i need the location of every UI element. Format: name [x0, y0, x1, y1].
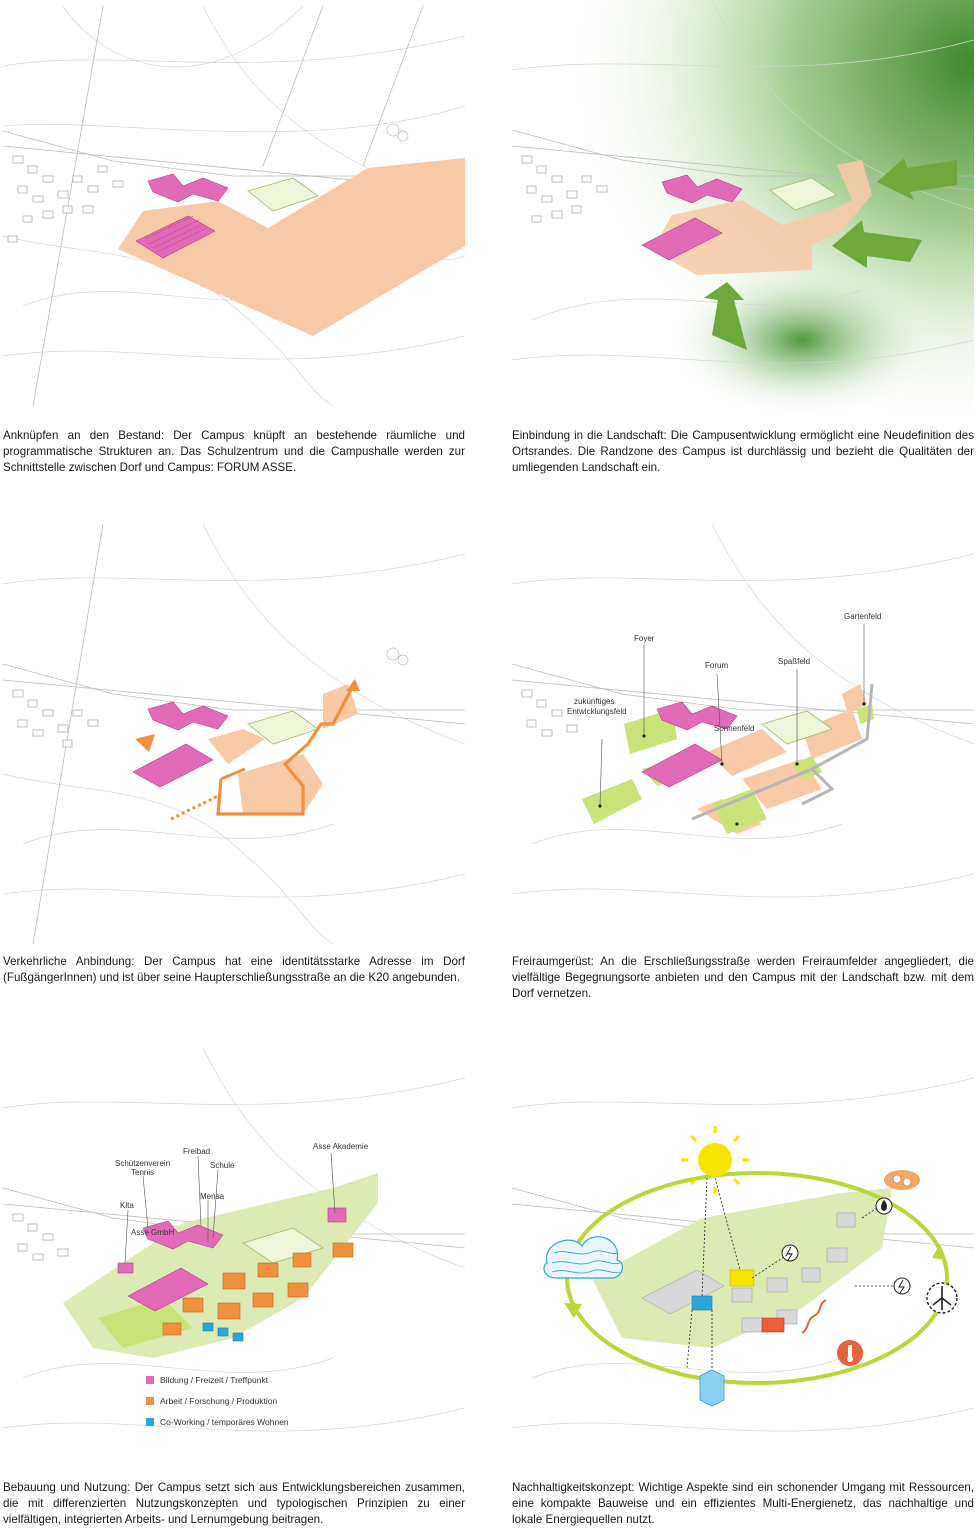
- legend-coworking: Co-Working / temporäres Wohnen: [160, 1417, 289, 1427]
- arrow-icon: [932, 1244, 946, 1260]
- map-bestand: [3, 6, 465, 406]
- heat-icon: [802, 1300, 863, 1366]
- label-schuetzenverein: Schützenverein: [115, 1159, 171, 1168]
- cloud-icon: [544, 1237, 622, 1278]
- label-freibad: Freibad: [183, 1147, 211, 1156]
- caption-freiraum: Freiraumgerüst: An die Erschließungsstraße werden Freiraumfelder angegliedert, die vielfältige Begegnungsorte anbieten und den Campus mit der Landschaft bzw. mit dem Dorf vernetzen.: [512, 955, 974, 1000]
- water-tower-icon: [700, 1370, 724, 1406]
- arrow-icon: [135, 734, 155, 752]
- label-mensa: Mensa: [200, 1192, 225, 1201]
- wind-turbine-icon: [927, 1283, 957, 1313]
- label-asse-akademie: Asse Akademie: [313, 1142, 369, 1151]
- biogas-icon: [884, 1170, 920, 1190]
- map-landschaft: [512, 0, 974, 418]
- label-sonnenfeld: Sonnenfeld: [714, 724, 755, 733]
- label-asse-gmbh: Asse GmbH: [131, 1228, 175, 1237]
- blue-building: [692, 1296, 712, 1310]
- label-gartenfeld: Gartenfeld: [844, 612, 882, 621]
- diagram-panel-landschaft: [512, 0, 974, 418]
- label-forum: Forum: [705, 661, 729, 670]
- map-anbindung: [3, 524, 465, 944]
- diagram-panel-nachhaltigkeit: [512, 1048, 974, 1468]
- diagram-panel-anbindung: [3, 524, 465, 944]
- red-building: [762, 1318, 784, 1332]
- sun-icon: [681, 1126, 749, 1194]
- diagram-panel-bestand: [3, 6, 465, 406]
- legend: [146, 1375, 289, 1427]
- caption-nachhaltigkeit: Nachhaltigkeitskonzept: Wichtige Aspekte sind ein schonender Umgang mit Ressourcen, eine kompakte Bauweise und ein effizientes Multi-Energienetz, das nachhaltige und lokale Energiequellen nutzt.: [512, 1481, 974, 1526]
- label-tennis: Tennis: [131, 1168, 155, 1177]
- map-freiraum: [512, 524, 974, 944]
- fire-icon: [876, 1198, 892, 1214]
- legend-arbeit: Arbeit / Forschung / Produktion: [160, 1396, 278, 1406]
- label-spassfeld: Spaßfeld: [778, 657, 811, 666]
- caption-anbindung: Verkehrliche Anbindung: Der Campus hat eine identitätsstarke Adresse im Dorf (FußgängerInnen) und ist über seine Haupterschließungsstraße an die K20 angebunden.: [3, 955, 465, 984]
- caption-landschaft: Einbindung in die Landschaft: Die Campusentwicklung ermöglicht eine Neudefinition des Ortsrandes. Die Randzone des Campus ist durchlässig und bezieht die Qualitäten der umliegenden Landschaft ein.: [512, 429, 974, 474]
- label-schule: Schule: [210, 1161, 235, 1170]
- label-kita: Kita: [120, 1201, 134, 1210]
- field-green-south: [582, 779, 642, 824]
- school-building: [148, 174, 228, 202]
- label-zukuenftig-2: Entwicklungsfeld: [567, 707, 627, 716]
- pv-building: [730, 1270, 754, 1286]
- label-zukuenftig-1: zukünftiges: [574, 697, 615, 706]
- caption-bestand: Anknüpfen an den Bestand: Der Campus knüpft an bestehende räumliche und programmatische Strukturen an. Das Schulzentrum und die Campushalle werden zur Schnittstelle zwischen Dorf und Campus: FORUM ASSE.: [3, 429, 465, 474]
- legend-bildung: Bildung / Freizeit / Treffpunkt: [160, 1375, 269, 1385]
- label-foyer: Foyer: [634, 634, 655, 643]
- diagram-panel-nutzung: [3, 1048, 465, 1468]
- caption-nutzung: Bebauung und Nutzung: Der Campus setzt sich aus Entwicklungsbereichen zusammen, die mit differenzierten Nutzungskonzepten und typologischen Prinzipien zu einer vielfältigen, integrierten Arbeits- und Lernumgebung beitragen.: [3, 1481, 465, 1526]
- diagram-panel-freiraum: [512, 524, 974, 944]
- map-nachhaltigkeit: [512, 1048, 974, 1468]
- map-nutzung: [3, 1048, 465, 1468]
